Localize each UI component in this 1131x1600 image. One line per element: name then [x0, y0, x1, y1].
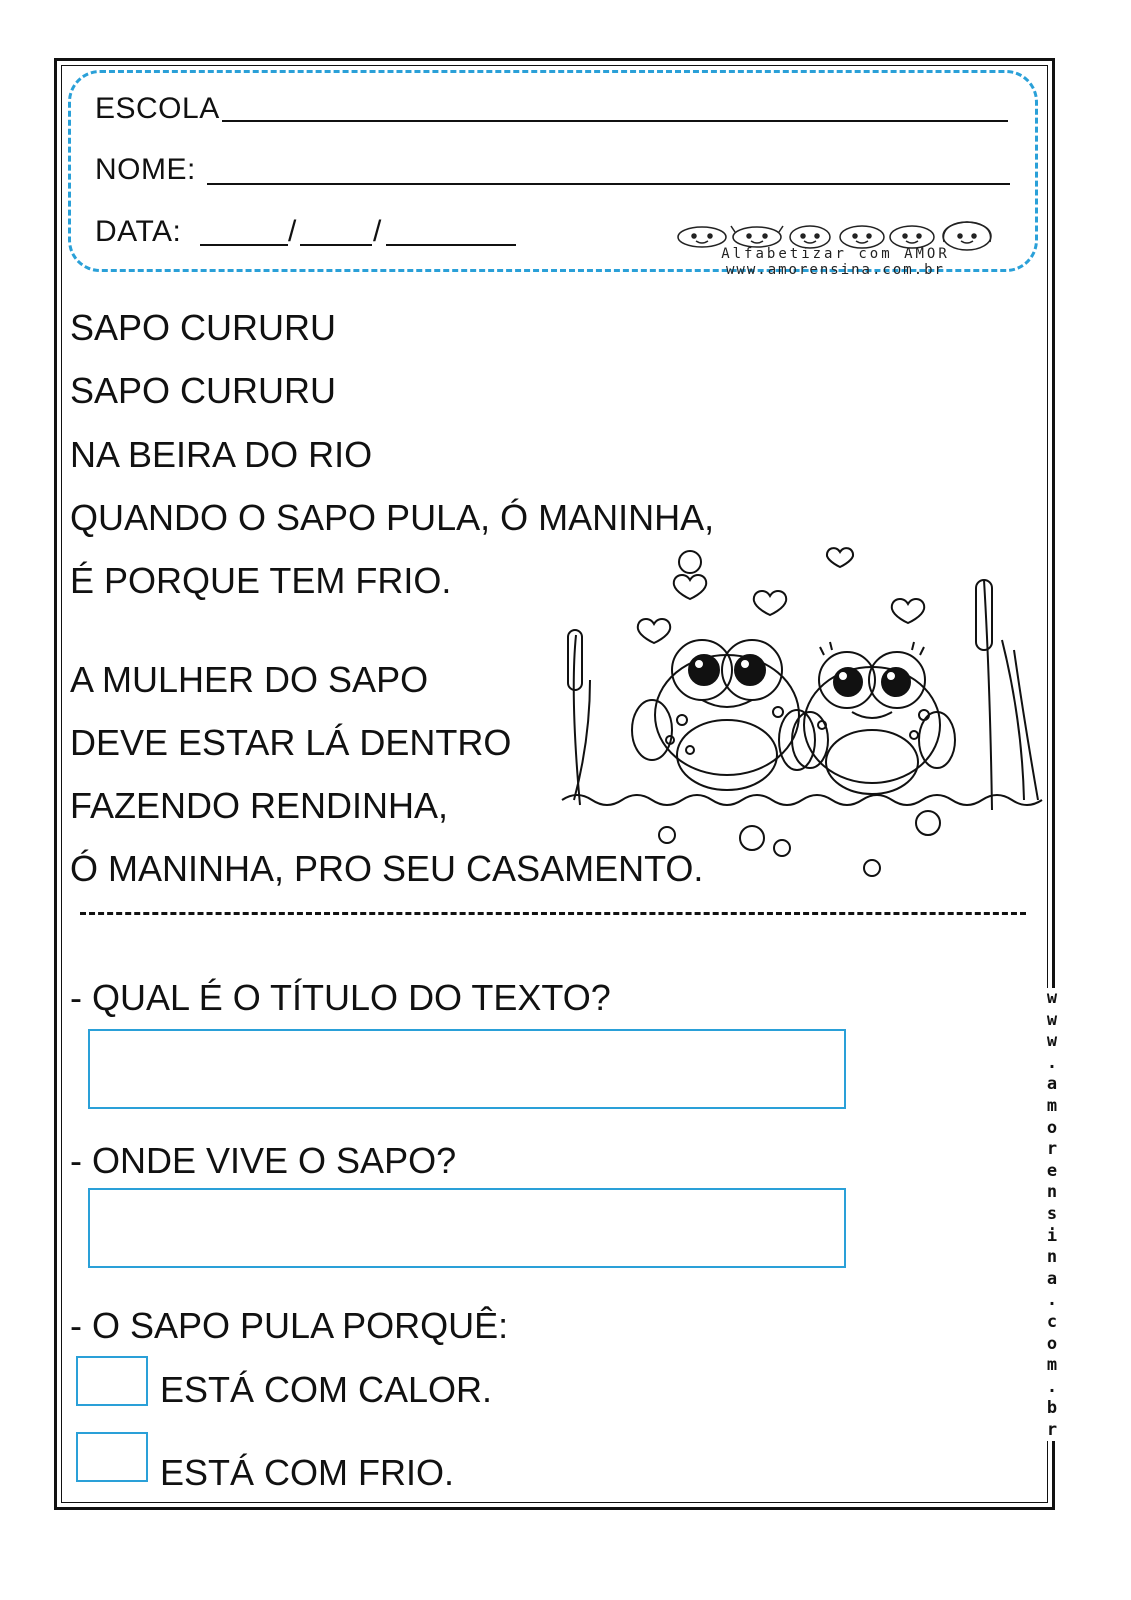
date-line: [95, 215, 181, 249]
poem-line: NA BEIRA DO RIO: [70, 434, 373, 475]
option-hot-label: ESTÁ COM CALOR.: [160, 1369, 493, 1410]
side-watermark-char: m: [1046, 1095, 1058, 1116]
name-line: [95, 153, 196, 187]
section-divider: [80, 912, 1026, 915]
school-field[interactable]: [222, 120, 1008, 122]
side-watermark-char: .: [1046, 1052, 1058, 1073]
frogs-illustration: [552, 540, 1047, 885]
name-label: NOME:: [95, 153, 196, 186]
answer-box-title[interactable]: [88, 1029, 846, 1109]
question-why-jumps: - O SAPO PULA PORQUÊ:: [70, 1305, 509, 1346]
answer-box-where-lives[interactable]: [88, 1188, 846, 1268]
heart-icon: [754, 591, 786, 615]
side-watermark-char: .: [1046, 1290, 1058, 1311]
date-year-field[interactable]: [386, 244, 516, 246]
side-watermark-char: .: [1046, 1376, 1058, 1397]
side-watermark-char: s: [1046, 1203, 1058, 1224]
side-watermark-char: i: [1046, 1225, 1058, 1246]
side-watermark-char: r: [1046, 1419, 1058, 1440]
side-watermark-char: w: [1046, 1031, 1058, 1052]
side-watermark-char: a: [1046, 1074, 1058, 1095]
site-logo: [668, 220, 1003, 282]
side-watermark-char: b: [1046, 1398, 1058, 1419]
question-title: - QUAL É O TÍTULO DO TEXTO?: [70, 977, 611, 1018]
logo-url-text[interactable]: www.amorensina.com.br: [725, 262, 945, 278]
option-cold-label: ESTÁ COM FRIO.: [160, 1452, 455, 1493]
date-label: DATA:: [95, 215, 182, 248]
side-watermark-char: c: [1046, 1311, 1058, 1332]
side-watermark-char: w: [1046, 988, 1058, 1008]
heart-icon: [892, 599, 924, 623]
side-watermark-char: w: [1046, 1009, 1058, 1030]
name-field[interactable]: [207, 183, 1010, 185]
poem-line: SAPO CURURU: [70, 370, 337, 411]
side-watermark: [1043, 988, 1061, 1441]
checkbox-cold[interactable]: [76, 1432, 148, 1482]
side-watermark-char: a: [1046, 1268, 1058, 1289]
date-separator-1: /: [288, 215, 297, 248]
side-watermark-char: m: [1046, 1355, 1058, 1376]
date-day-field[interactable]: [200, 244, 288, 246]
date-separator-2: /: [373, 215, 382, 248]
logo-brand-text: Alfabetizar com AMOR: [721, 246, 950, 262]
side-watermark-char: n: [1046, 1182, 1058, 1203]
side-watermark-char: o: [1046, 1333, 1058, 1354]
side-watermark-char: o: [1046, 1117, 1058, 1138]
poem-line: A MULHER DO SAPO: [70, 659, 429, 700]
school-label: ESCOLA: [95, 92, 220, 125]
poem-line: Ó MANINHA, PRO SEU CASAMENTO.: [70, 848, 704, 889]
side-watermark-char: n: [1046, 1247, 1058, 1268]
heart-icon: [674, 575, 706, 599]
checkbox-hot[interactable]: [76, 1356, 148, 1406]
heart-icon: [638, 619, 670, 643]
question-where-lives: - ONDE VIVE O SAPO?: [70, 1140, 457, 1181]
heart-icon: [827, 548, 853, 567]
poem-line: É PORQUE TEM FRIO.: [70, 560, 452, 601]
poem-line: FAZENDO RENDINHA,: [70, 785, 449, 826]
school-line: [95, 92, 220, 126]
poem-line: DEVE ESTAR LÁ DENTRO: [70, 722, 512, 763]
date-month-field[interactable]: [300, 244, 372, 246]
poem-line: QUANDO O SAPO PULA, Ó MANINHA,: [70, 497, 715, 538]
side-watermark-char: r: [1046, 1139, 1058, 1160]
side-watermark-char: e: [1046, 1160, 1058, 1181]
poem-line: SAPO CURURU: [70, 307, 337, 348]
